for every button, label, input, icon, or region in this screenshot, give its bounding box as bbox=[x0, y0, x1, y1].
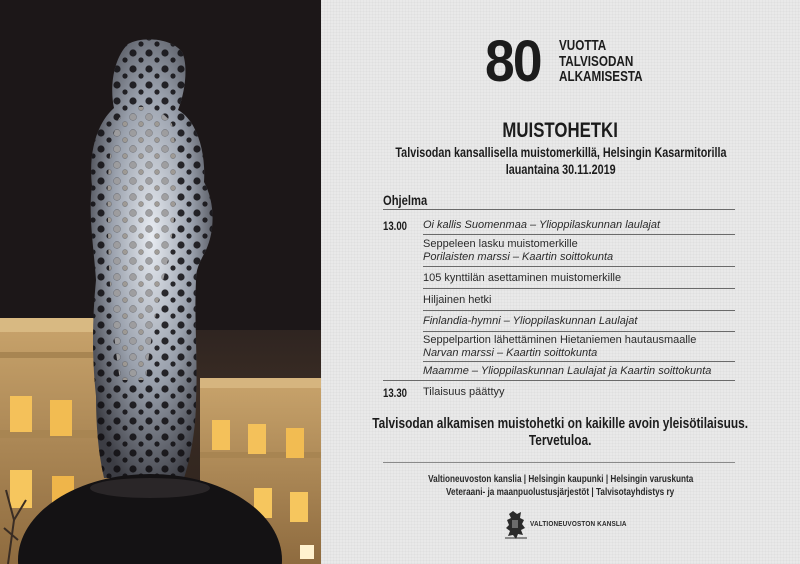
organizers-line: Valtioneuvoston kanslia | Helsingin kaupunki | Helsingin varuskunta bbox=[427, 474, 694, 485]
program-item bbox=[383, 294, 783, 310]
lion-coat-of-arms-icon bbox=[503, 508, 529, 542]
program-divider bbox=[423, 310, 735, 311]
program-item bbox=[383, 238, 783, 266]
program-divider bbox=[423, 361, 735, 362]
event-title: MUISTOHETKI bbox=[502, 119, 619, 142]
badge-line: ALKAMISESTA bbox=[559, 68, 643, 85]
statue-photo bbox=[0, 0, 321, 564]
program-item bbox=[383, 315, 783, 331]
program-line: Finlandia-hymni – Ylioppilaskunnan Laulajat bbox=[423, 315, 638, 327]
program-line: Porilaisten marssi – Kaartin soittokunta bbox=[423, 251, 614, 263]
program-item bbox=[383, 334, 783, 362]
program-line: Oi kallis Suomenmaa – Ylioppilaskunnan laulajat bbox=[423, 219, 661, 231]
program-line: Tilaisuus päättyy bbox=[423, 386, 505, 398]
program-item bbox=[383, 386, 783, 402]
program-line: Seppelpartion lähettäminen Hietaniemen hautausmaalle bbox=[423, 334, 697, 346]
program-divider bbox=[423, 266, 735, 267]
program-item bbox=[383, 219, 783, 235]
logo-text: VALTIONEUVOSTON KANSLIA bbox=[530, 519, 627, 528]
program-divider bbox=[423, 288, 735, 289]
program-label: Ohjelma bbox=[383, 192, 428, 208]
program-line: Seppeleen lasku muistomerkille bbox=[423, 238, 578, 250]
program-divider bbox=[383, 380, 735, 381]
government-logo bbox=[503, 508, 633, 542]
program-line: Narvan marssi – Kaartin soittokunta bbox=[423, 347, 598, 359]
event-date: lauantaina 30.11.2019 bbox=[505, 162, 616, 177]
program-line: Maamme – Ylioppilaskunnan Laulajat ja Kaartin soittokunta bbox=[423, 365, 712, 377]
program-item bbox=[383, 365, 783, 381]
badge-number: 80 bbox=[485, 29, 541, 94]
footer-divider bbox=[383, 462, 735, 463]
program-time: 13.30 bbox=[383, 386, 408, 400]
event-location: Talvisodan kansallisella muistomerkillä, Helsingin Kasarmitorilla bbox=[394, 145, 727, 160]
closing-text: Talvisodan alkamisen muistohetki on kaikille avoin yleisötilaisuus. bbox=[372, 416, 749, 432]
program-time: 13.00 bbox=[383, 219, 408, 233]
program-line: 105 kynttilän asettaminen muistomerkille bbox=[423, 272, 622, 284]
statue-illustration bbox=[0, 0, 321, 564]
badge-text bbox=[559, 38, 679, 85]
badge-line: TALVISODAN bbox=[559, 52, 634, 70]
poster-panel bbox=[321, 0, 800, 564]
closing-welcome: Tervetuloa. bbox=[529, 433, 592, 449]
organizers-line: Veteraani- ja maanpuolustusjärjestöt | Talvisotayhdistys ry bbox=[446, 487, 675, 498]
program-line: Hiljainen hetki bbox=[423, 294, 492, 306]
program-divider bbox=[423, 331, 735, 332]
program-item bbox=[383, 272, 783, 288]
badge-line: VUOTTA bbox=[559, 37, 607, 54]
program-divider-top bbox=[383, 209, 735, 210]
program-divider bbox=[423, 234, 735, 235]
